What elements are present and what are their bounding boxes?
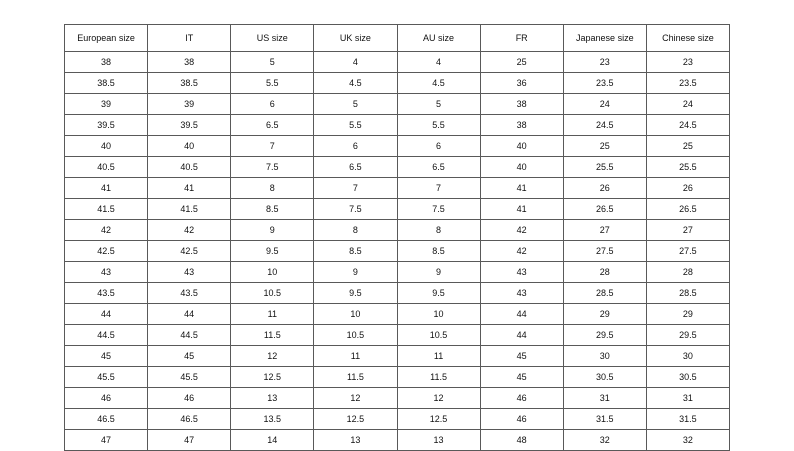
column-header: US size (231, 25, 314, 52)
column-header: FR (480, 25, 563, 52)
table-cell: 9 (231, 220, 314, 241)
table-cell: 4 (397, 52, 480, 73)
table-cell: 6.5 (314, 157, 397, 178)
table-cell: 29 (646, 304, 729, 325)
table-cell: 26.5 (563, 199, 646, 220)
table-cell: 11.5 (231, 325, 314, 346)
table-cell: 40.5 (65, 157, 148, 178)
table-cell: 42 (148, 220, 231, 241)
table-cell: 7 (397, 178, 480, 199)
table-cell: 41.5 (148, 199, 231, 220)
table-cell: 10.5 (314, 325, 397, 346)
table-cell: 30.5 (563, 367, 646, 388)
table-row (65, 115, 730, 136)
table-cell: 4.5 (314, 73, 397, 94)
table-cell: 13 (231, 388, 314, 409)
table-cell: 8.5 (231, 199, 314, 220)
table-cell: 27.5 (563, 241, 646, 262)
table-cell: 43.5 (148, 283, 231, 304)
table-cell: 43 (480, 283, 563, 304)
table-cell: 8 (397, 220, 480, 241)
table-cell: 47 (65, 430, 148, 451)
table-cell: 46 (480, 388, 563, 409)
table-cell: 45 (148, 346, 231, 367)
table-cell: 12 (231, 346, 314, 367)
table-cell: 25.5 (563, 157, 646, 178)
table-cell: 25 (646, 136, 729, 157)
table-cell: 42 (480, 241, 563, 262)
table-cell: 40 (148, 136, 231, 157)
column-header: European size (65, 25, 148, 52)
table-cell: 24.5 (563, 115, 646, 136)
table-cell: 46.5 (65, 409, 148, 430)
table-cell: 11 (231, 304, 314, 325)
table-cell: 5.5 (397, 115, 480, 136)
table-cell: 27.5 (646, 241, 729, 262)
table-cell: 46 (148, 388, 231, 409)
table-cell: 11 (314, 346, 397, 367)
table-cell: 9.5 (314, 283, 397, 304)
table-cell: 5 (231, 52, 314, 73)
table-header (65, 25, 730, 52)
table-cell: 5 (314, 94, 397, 115)
table-cell: 42.5 (65, 241, 148, 262)
table-cell: 44 (65, 304, 148, 325)
table-cell: 12 (314, 388, 397, 409)
table-cell: 32 (646, 430, 729, 451)
table-cell: 41 (148, 178, 231, 199)
table-body (65, 52, 730, 451)
table-cell: 14 (231, 430, 314, 451)
table-cell: 10 (397, 304, 480, 325)
table-cell: 9.5 (231, 241, 314, 262)
table-row (65, 262, 730, 283)
table-cell: 28.5 (563, 283, 646, 304)
table-cell: 38 (148, 52, 231, 73)
table-cell: 26 (646, 178, 729, 199)
table-cell: 28 (563, 262, 646, 283)
table-cell: 24 (563, 94, 646, 115)
table-cell: 6 (231, 94, 314, 115)
table-cell: 30.5 (646, 367, 729, 388)
size-conversion-table (64, 24, 730, 451)
table-cell: 42 (480, 220, 563, 241)
table-cell: 44.5 (65, 325, 148, 346)
table-cell: 29.5 (646, 325, 729, 346)
table-cell: 13 (314, 430, 397, 451)
table-row (65, 199, 730, 220)
table-cell: 6.5 (231, 115, 314, 136)
table-cell: 5.5 (231, 73, 314, 94)
table-cell: 23.5 (563, 73, 646, 94)
table-cell: 24 (646, 94, 729, 115)
table-cell: 43.5 (65, 283, 148, 304)
table-cell: 7 (314, 178, 397, 199)
table-cell: 30 (646, 346, 729, 367)
table-cell: 39.5 (148, 115, 231, 136)
table-cell: 26.5 (646, 199, 729, 220)
table-cell: 7.5 (231, 157, 314, 178)
table-cell: 38.5 (65, 73, 148, 94)
table-cell: 38 (480, 94, 563, 115)
table-cell: 45 (65, 346, 148, 367)
table-cell: 5 (397, 94, 480, 115)
table-cell: 31.5 (646, 409, 729, 430)
table-cell: 47 (148, 430, 231, 451)
table-cell: 7.5 (397, 199, 480, 220)
table-cell: 9 (314, 262, 397, 283)
table-cell: 44.5 (148, 325, 231, 346)
table-cell: 28 (646, 262, 729, 283)
table-cell: 13.5 (231, 409, 314, 430)
table-cell: 11.5 (397, 367, 480, 388)
table-cell: 8.5 (397, 241, 480, 262)
table-cell: 46 (65, 388, 148, 409)
table-cell: 44 (480, 304, 563, 325)
table-cell: 6.5 (397, 157, 480, 178)
table-cell: 10.5 (231, 283, 314, 304)
table-cell: 38 (65, 52, 148, 73)
table-cell: 13 (397, 430, 480, 451)
column-header: IT (148, 25, 231, 52)
table-cell: 7 (231, 136, 314, 157)
table-cell: 43 (480, 262, 563, 283)
table-cell: 12.5 (397, 409, 480, 430)
table-cell: 25.5 (646, 157, 729, 178)
table-row (65, 157, 730, 178)
table-cell: 29 (563, 304, 646, 325)
table-header-row (65, 25, 730, 52)
size-conversion-table-container (64, 24, 730, 451)
table-cell: 8 (314, 220, 397, 241)
table-cell: 31 (646, 388, 729, 409)
table-cell: 23 (563, 52, 646, 73)
table-cell: 42.5 (148, 241, 231, 262)
table-cell: 12.5 (314, 409, 397, 430)
table-cell: 48 (480, 430, 563, 451)
table-cell: 38 (480, 115, 563, 136)
table-cell: 36 (480, 73, 563, 94)
table-cell: 44 (148, 304, 231, 325)
table-cell: 7.5 (314, 199, 397, 220)
column-header: Japanese size (563, 25, 646, 52)
table-cell: 29.5 (563, 325, 646, 346)
column-header: Chinese size (646, 25, 729, 52)
table-cell: 44 (480, 325, 563, 346)
table-cell: 23.5 (646, 73, 729, 94)
table-cell: 43 (65, 262, 148, 283)
table-cell: 40.5 (148, 157, 231, 178)
table-row (65, 94, 730, 115)
table-row (65, 178, 730, 199)
table-cell: 26 (563, 178, 646, 199)
table-cell: 32 (563, 430, 646, 451)
table-row (65, 241, 730, 262)
table-cell: 39 (65, 94, 148, 115)
table-cell: 6 (397, 136, 480, 157)
table-row (65, 52, 730, 73)
table-cell: 9.5 (397, 283, 480, 304)
table-cell: 27 (563, 220, 646, 241)
table-cell: 11.5 (314, 367, 397, 388)
table-row (65, 388, 730, 409)
table-row (65, 346, 730, 367)
table-cell: 6 (314, 136, 397, 157)
table-cell: 24.5 (646, 115, 729, 136)
table-cell: 10.5 (397, 325, 480, 346)
table-cell: 28.5 (646, 283, 729, 304)
table-cell: 30 (563, 346, 646, 367)
table-cell: 10 (231, 262, 314, 283)
table-cell: 5.5 (314, 115, 397, 136)
table-cell: 45.5 (65, 367, 148, 388)
table-cell: 4 (314, 52, 397, 73)
table-cell: 40 (480, 136, 563, 157)
table-cell: 46.5 (148, 409, 231, 430)
table-cell: 41.5 (65, 199, 148, 220)
table-cell: 4.5 (397, 73, 480, 94)
table-row (65, 136, 730, 157)
table-row (65, 304, 730, 325)
column-header: AU size (397, 25, 480, 52)
table-cell: 38.5 (148, 73, 231, 94)
table-cell: 43 (148, 262, 231, 283)
table-cell: 25 (480, 52, 563, 73)
table-cell: 31 (563, 388, 646, 409)
table-cell: 8 (231, 178, 314, 199)
table-cell: 12.5 (231, 367, 314, 388)
table-cell: 8.5 (314, 241, 397, 262)
table-row (65, 430, 730, 451)
table-cell: 45.5 (148, 367, 231, 388)
table-cell: 40 (65, 136, 148, 157)
table-row (65, 325, 730, 346)
table-cell: 10 (314, 304, 397, 325)
table-cell: 39 (148, 94, 231, 115)
table-row (65, 73, 730, 94)
table-cell: 25 (563, 136, 646, 157)
table-cell: 40 (480, 157, 563, 178)
table-row (65, 220, 730, 241)
table-cell: 27 (646, 220, 729, 241)
table-cell: 23 (646, 52, 729, 73)
table-cell: 9 (397, 262, 480, 283)
table-row (65, 283, 730, 304)
table-cell: 45 (480, 346, 563, 367)
table-row (65, 409, 730, 430)
table-cell: 41 (480, 178, 563, 199)
column-header: UK size (314, 25, 397, 52)
table-cell: 42 (65, 220, 148, 241)
table-cell: 46 (480, 409, 563, 430)
table-cell: 45 (480, 367, 563, 388)
table-cell: 39.5 (65, 115, 148, 136)
table-cell: 12 (397, 388, 480, 409)
table-cell: 11 (397, 346, 480, 367)
table-row (65, 367, 730, 388)
table-cell: 41 (480, 199, 563, 220)
table-cell: 41 (65, 178, 148, 199)
table-cell: 31.5 (563, 409, 646, 430)
